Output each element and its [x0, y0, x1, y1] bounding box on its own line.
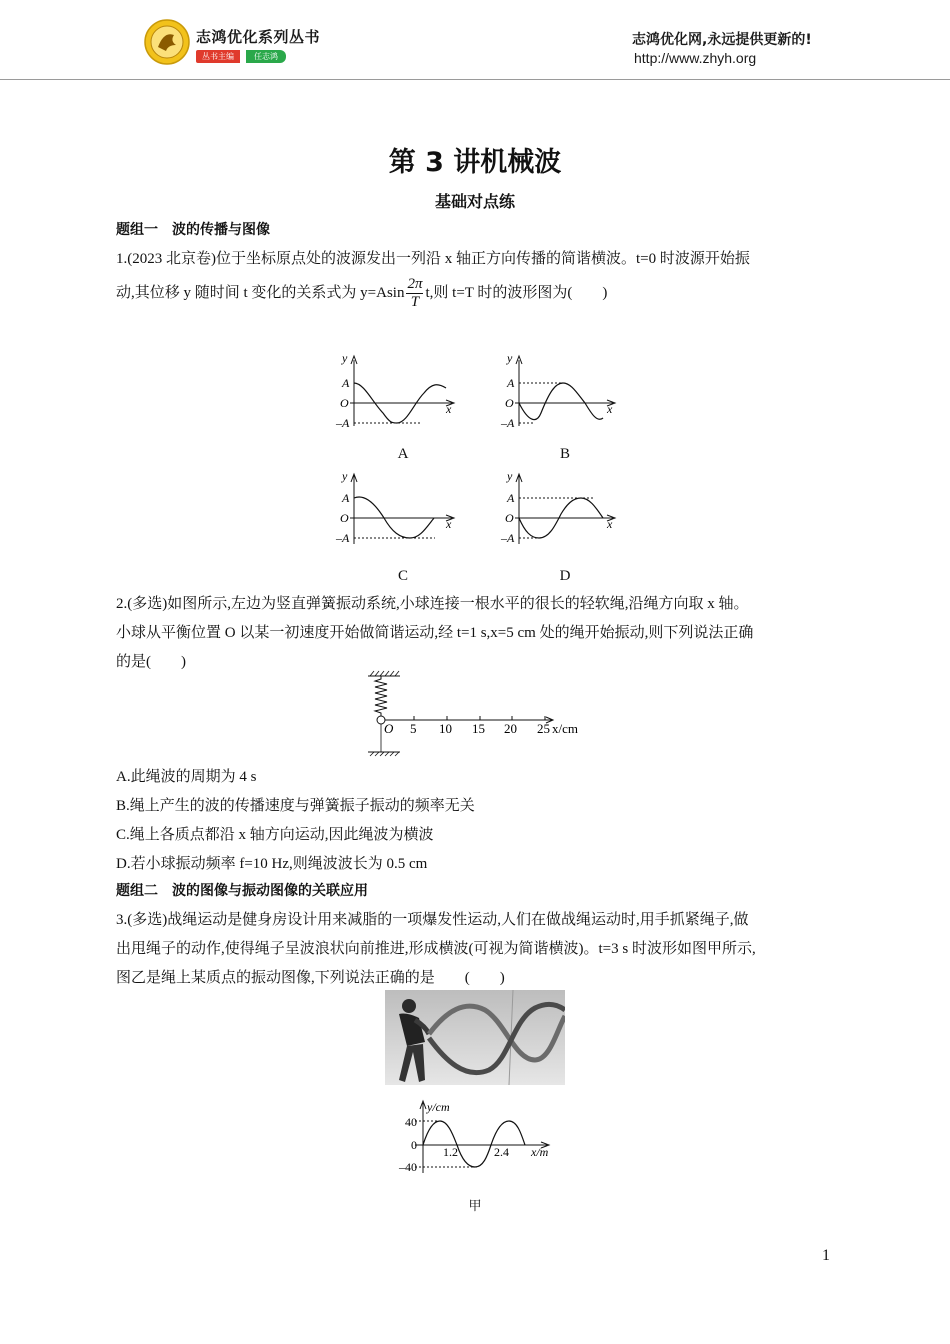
battle-rope-photo: [385, 990, 565, 1085]
graph-d-a-label: A: [507, 491, 515, 505]
q3-caption-jia: 甲: [468, 1198, 482, 1213]
graph-b-neg-a-label: –A: [501, 416, 515, 430]
graph-c-a-label: A: [342, 491, 350, 505]
graph-a-neg-a-label: –A: [336, 416, 350, 430]
q3-y-label: y/cm: [427, 1100, 450, 1114]
q1-line2: [116, 276, 607, 311]
q3-line1: 3.(多选)战绳运动是健身房设计用来减脂的一项爆发性运动,人们在做战绳运动时,用手抓紧绳子,做: [116, 912, 749, 928]
q3-x-tick-2: 2.4: [494, 1145, 509, 1159]
q1-line2-post: t,则 t=T 时的波形图为( ): [425, 284, 608, 301]
q2-spring-diagram: [362, 670, 602, 760]
fraction-numerator: 2π: [407, 276, 423, 292]
header-divider: [0, 79, 950, 80]
graph-b-y-label: y: [507, 351, 513, 365]
graph-a: [335, 351, 454, 430]
q3-wave-graph: [395, 1095, 565, 1180]
q1-line2-pre: 动,其位移 y 随时间 t 变化的关系式为 y=Asin: [116, 284, 405, 301]
graph-d: [500, 469, 615, 545]
graph-d-x-label: x: [607, 517, 613, 531]
q3-line2: 出甩绳子的动作,使得绳子呈波浪状向前推进,形成横波(可视为简谐横波)。t=3 s 时波形如图甲所示,: [116, 941, 756, 957]
graph-d-o-label: O: [505, 511, 514, 525]
graph-c: [335, 469, 454, 545]
q2-option-b: B.绳上产生的波的传播速度与弹簧振子振动的频率无关: [116, 798, 475, 814]
header-slogan: 志鸿优化网,永远提供更新的!: [632, 32, 812, 48]
graph-a-y-label: y: [342, 351, 348, 365]
q2-tick-5: 5: [410, 721, 417, 736]
graph-d-neg-a-label: –A: [501, 531, 515, 545]
graph-b-a-label: A: [507, 376, 515, 390]
graph-c-x-label: x: [446, 517, 452, 531]
q3-line3: 图乙是绳上某质点的振动图像,下列说法正确的是 ( ): [116, 970, 505, 986]
q2-axis-unit: x/cm: [552, 721, 578, 736]
fraction-denominator: T: [410, 294, 420, 310]
page-number: 1: [822, 1247, 830, 1264]
caption-b: B: [559, 446, 570, 462]
q3-y-bottom: –40: [399, 1160, 417, 1174]
q2-option-a: A.此绳波的周期为 4 s: [116, 769, 257, 785]
graph-a-o-label: O: [340, 396, 349, 410]
editor-name: 任志鸿: [246, 50, 286, 63]
q2-origin-label: O: [384, 721, 394, 736]
header-url[interactable]: http://www.zhyh.org: [634, 50, 757, 66]
group-heading-2: 题组二 波的图像与振动图像的关联应用: [116, 883, 368, 899]
caption-d: D: [559, 568, 571, 584]
graph-b-o-label: O: [505, 396, 514, 410]
page-title: 第 3 讲机械波: [388, 147, 562, 178]
q1-line1: 1.(2023 北京卷)位于坐标原点处的波源发出一列沿 x 轴正方向传播的简谐横波。t=0 时波源开始振: [116, 251, 750, 267]
graph-a-x-label: x: [446, 402, 452, 416]
caption-c: C: [397, 568, 408, 584]
graph-b-x-label: x: [607, 402, 613, 416]
q2-option-d: D.若小球振动频率 f=10 Hz,则绳波波长为 0.5 cm: [116, 856, 428, 872]
caption-a: A: [397, 446, 409, 462]
graph-b: [500, 351, 615, 430]
editor-label: 丛书主编: [196, 50, 240, 63]
section-subtitle: 基础对点练: [434, 192, 515, 211]
q2-tick-25: 25: [537, 721, 550, 736]
graph-c-y-label: y: [342, 469, 348, 483]
series-name: 志鸿优化系列丛书: [196, 28, 321, 46]
q2-tick-10: 10: [439, 721, 452, 736]
graph-c-neg-a-label: –A: [336, 531, 350, 545]
graph-c-o-label: O: [340, 511, 349, 525]
graph-a-a-label: A: [342, 376, 350, 390]
q3-x-label: x/m: [531, 1145, 549, 1159]
q3-x-tick-1: 1.2: [443, 1145, 458, 1159]
fraction: [406, 276, 423, 311]
logo: [144, 19, 190, 65]
q1-graphs: [330, 348, 630, 553]
q2-tick-20: 20: [504, 721, 517, 736]
q3-y-zero: 0: [411, 1138, 417, 1152]
group-heading-1: 题组一 波的传播与图像: [116, 222, 270, 238]
q3-y-top: 40: [405, 1115, 417, 1129]
q2-option-c: C.绳上各质点都沿 x 轴方向运动,因此绳波为横波: [116, 827, 434, 843]
q2-line3: 的是( ): [116, 654, 186, 670]
q2-tick-15: 15: [472, 721, 485, 736]
q2-line1: 2.(多选)如图所示,左边为竖直弹簧振动系统,小球连接一根水平的很长的轻软绳,沿绳方向取 x 轴。: [116, 596, 749, 612]
graph-d-y-label: y: [507, 469, 513, 483]
q2-line2: 小球从平衡位置 O 以某一初速度开始做简谐运动,经 t=1 s,x=5 cm 处的绳开始振动,则下列说法正确: [116, 625, 754, 641]
